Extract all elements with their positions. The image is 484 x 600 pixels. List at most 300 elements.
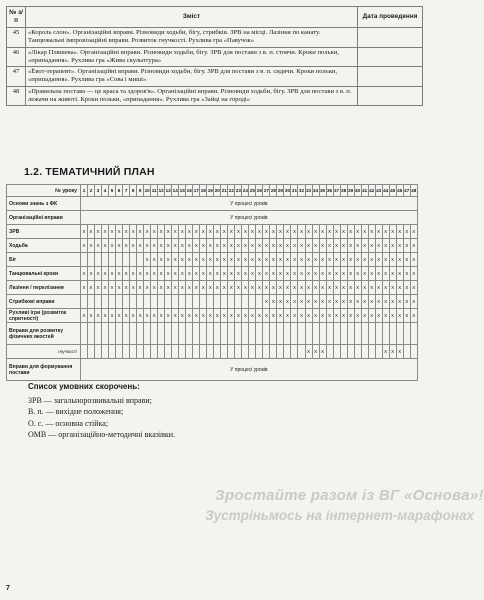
plan-cell — [270, 323, 277, 345]
plan-cell — [88, 323, 95, 345]
plan-mark: X — [312, 225, 319, 239]
plan-mark: X — [263, 239, 270, 253]
plan-mark: X — [326, 239, 333, 253]
plan-cell — [326, 345, 333, 359]
plan-cell — [95, 295, 102, 309]
plan-mark: X — [193, 267, 200, 281]
plan-mark: X — [172, 281, 179, 295]
plan-mark: X — [158, 309, 165, 323]
lesson-number-cell: 4 — [102, 185, 109, 197]
plan-cell — [375, 323, 382, 345]
lesson-number-cell: 45 — [389, 185, 396, 197]
plan-mark: X — [144, 253, 151, 267]
plan-mark: X — [305, 281, 312, 295]
lesson-number-cell: 36 — [326, 185, 333, 197]
plan-mark: X — [165, 239, 172, 253]
lesson-number-cell: 37 — [333, 185, 340, 197]
lesson-number-cell: 32 — [298, 185, 305, 197]
plan-mark: X — [298, 253, 305, 267]
plan-mark: X — [151, 309, 158, 323]
plan-mark: X — [326, 267, 333, 281]
plan-cell — [179, 295, 186, 309]
plan-cell — [256, 323, 263, 345]
abbreviations — [28, 381, 175, 441]
plan-mark: X — [277, 267, 284, 281]
plan-cell — [109, 323, 116, 345]
plan-mark: X — [298, 239, 305, 253]
plan-mark: X — [340, 281, 347, 295]
plan-row — [7, 359, 418, 381]
plan-mark: X — [263, 267, 270, 281]
plan-mark: X — [354, 225, 361, 239]
plan-mark: X — [382, 253, 389, 267]
plan-mark: X — [81, 239, 88, 253]
plan-mark: X — [389, 281, 396, 295]
plan-mark: X — [207, 309, 214, 323]
plan-mark: X — [284, 253, 291, 267]
plan-span-cell: У процесі уроків — [81, 211, 418, 225]
plan-mark: X — [291, 253, 298, 267]
plan-mark: X — [109, 267, 116, 281]
plan-cell — [277, 323, 284, 345]
plan-mark: X — [354, 239, 361, 253]
background-bleed-text: Зростайте разом із ВГ «Основа»! — [215, 487, 484, 504]
plan-mark: X — [410, 295, 417, 309]
plan-row-label: Біг — [7, 253, 81, 267]
plan-mark: X — [389, 345, 396, 359]
lesson-number-cell: 21 — [221, 185, 228, 197]
plan-mark: X — [284, 295, 291, 309]
plan-cell — [172, 323, 179, 345]
plan-mark: X — [186, 281, 193, 295]
plan-cell — [228, 345, 235, 359]
plan-cell — [102, 345, 109, 359]
plan-cell — [123, 253, 130, 267]
plan-mark: X — [270, 253, 277, 267]
plan-mark: X — [347, 295, 354, 309]
plan-mark: X — [116, 267, 123, 281]
plan-mark: X — [193, 309, 200, 323]
plan-mark: X — [396, 295, 403, 309]
plan-cell — [137, 323, 144, 345]
plan-mark: X — [305, 239, 312, 253]
plan-cell — [88, 345, 95, 359]
plan-mark: X — [389, 253, 396, 267]
plan-mark: X — [333, 225, 340, 239]
plan-mark: X — [410, 267, 417, 281]
lesson-number-cell: 31 — [291, 185, 298, 197]
plan-cell — [214, 345, 221, 359]
lesson-number-cell: 1 — [81, 185, 88, 197]
plan-mark: X — [123, 239, 130, 253]
plan-mark: X — [284, 267, 291, 281]
lesson-number-cell: 11 — [151, 185, 158, 197]
plan-cell — [312, 323, 319, 345]
plan-mark: X — [214, 281, 221, 295]
plan-cell — [116, 323, 123, 345]
plan-mark: X — [375, 309, 382, 323]
plan-mark: X — [340, 267, 347, 281]
plan-mark: X — [228, 267, 235, 281]
plan-mark: X — [403, 253, 410, 267]
plan-mark: X — [291, 309, 298, 323]
plan-mark: X — [221, 225, 228, 239]
plan-mark: X — [326, 225, 333, 239]
plan-mark: X — [207, 253, 214, 267]
plan-cell — [221, 345, 228, 359]
plan-cell — [361, 345, 368, 359]
plan-mark: X — [368, 309, 375, 323]
plan-mark: X — [88, 267, 95, 281]
plan-mark: X — [270, 295, 277, 309]
plan-cell — [81, 295, 88, 309]
lesson-date — [358, 67, 423, 87]
plan-mark: X — [130, 309, 137, 323]
plan-mark: X — [186, 309, 193, 323]
plan-row-label: Вправи для формування постави — [7, 359, 81, 381]
plan-cell — [151, 345, 158, 359]
plan-mark: X — [326, 281, 333, 295]
plan-cell — [109, 253, 116, 267]
plan-mark: X — [95, 281, 102, 295]
plan-mark: X — [298, 281, 305, 295]
plan-mark: X — [389, 309, 396, 323]
plan-mark: X — [214, 225, 221, 239]
plan-mark: X — [389, 239, 396, 253]
plan-mark: X — [284, 281, 291, 295]
plan-cell — [144, 323, 151, 345]
plan-mark: X — [298, 309, 305, 323]
lesson-number-cell: 39 — [347, 185, 354, 197]
plan-cell — [123, 345, 130, 359]
plan-mark: X — [144, 239, 151, 253]
plan-cell — [410, 323, 417, 345]
plan-mark: X — [102, 281, 109, 295]
table-row — [7, 47, 423, 67]
plan-mark: X — [368, 267, 375, 281]
plan-cell — [102, 323, 109, 345]
plan-mark: X — [249, 253, 256, 267]
plan-cell — [172, 295, 179, 309]
plan-mark: X — [249, 281, 256, 295]
plan-mark: X — [368, 225, 375, 239]
plan-mark: X — [396, 281, 403, 295]
plan-mark: X — [102, 225, 109, 239]
plan-mark: X — [403, 239, 410, 253]
plan-mark: X — [312, 281, 319, 295]
plan-mark: X — [158, 253, 165, 267]
plan-mark: X — [179, 267, 186, 281]
table-row — [7, 28, 423, 48]
plan-mark: X — [375, 267, 382, 281]
plan-mark: X — [340, 239, 347, 253]
plan-mark: X — [410, 309, 417, 323]
plan-mark: X — [382, 239, 389, 253]
plan-mark: X — [382, 345, 389, 359]
plan-mark: X — [382, 295, 389, 309]
abbreviations-title: Список умовних скорочень: — [28, 382, 140, 391]
plan-row-label: Стрибкові вправи — [7, 295, 81, 309]
plan-cell — [221, 323, 228, 345]
plan-mark: X — [151, 281, 158, 295]
plan-mark: X — [319, 281, 326, 295]
plan-cell — [298, 345, 305, 359]
thematic-plan — [6, 184, 417, 381]
plan-header-label: № уроку — [7, 185, 81, 197]
plan-mark: X — [235, 239, 242, 253]
plan-mark: X — [291, 267, 298, 281]
plan-mark: X — [270, 267, 277, 281]
plan-mark: X — [95, 267, 102, 281]
plan-cell — [340, 345, 347, 359]
plan-cell — [116, 295, 123, 309]
plan-cell — [88, 295, 95, 309]
plan-mark: X — [305, 309, 312, 323]
plan-mark: X — [319, 225, 326, 239]
plan-mark: X — [165, 281, 172, 295]
plan-cell — [95, 323, 102, 345]
plan-cell — [144, 345, 151, 359]
plan-mark: X — [200, 225, 207, 239]
plan-mark: X — [256, 225, 263, 239]
plan-mark: X — [144, 225, 151, 239]
plan-row-label: Лазіння / перелізання — [7, 281, 81, 295]
plan-cell — [249, 323, 256, 345]
plan-cell — [123, 295, 130, 309]
plan-mark: X — [361, 295, 368, 309]
plan-mark: X — [361, 225, 368, 239]
plan-mark: X — [249, 225, 256, 239]
plan-mark: X — [277, 225, 284, 239]
plan-mark: X — [354, 253, 361, 267]
plan-cell — [158, 345, 165, 359]
plan-mark: X — [249, 267, 256, 281]
plan-mark: X — [200, 267, 207, 281]
plan-row — [7, 253, 418, 267]
plan-cell — [158, 295, 165, 309]
plan-mark: X — [81, 309, 88, 323]
lesson-number-cell: 7 — [123, 185, 130, 197]
plan-mark: X — [151, 253, 158, 267]
plan-row — [7, 239, 418, 253]
plan-cell — [235, 345, 242, 359]
plan-mark: X — [270, 239, 277, 253]
plan-mark: X — [256, 253, 263, 267]
plan-cell — [403, 323, 410, 345]
plan-mark: X — [137, 309, 144, 323]
plan-mark: X — [403, 225, 410, 239]
lesson-number-cell: 48 — [410, 185, 417, 197]
plan-cell — [382, 323, 389, 345]
plan-mark: X — [298, 225, 305, 239]
header-date: Дата проведення — [358, 7, 423, 28]
plan-mark: X — [382, 281, 389, 295]
plan-mark: X — [361, 239, 368, 253]
lesson-number-cell: 3 — [95, 185, 102, 197]
plan-mark: X — [312, 295, 319, 309]
plan-mark: X — [144, 267, 151, 281]
plan-mark: X — [130, 281, 137, 295]
plan-row-label: Танцювальні кроки — [7, 267, 81, 281]
plan-mark: X — [347, 309, 354, 323]
lesson-number-cell: 15 — [179, 185, 186, 197]
lesson-number: 46 — [7, 47, 26, 67]
plan-cell — [368, 323, 375, 345]
plan-mark: X — [403, 309, 410, 323]
plan-row-label: гнучкості — [7, 345, 81, 359]
plan-cell — [193, 345, 200, 359]
plan-mark: X — [396, 253, 403, 267]
plan-mark: X — [186, 239, 193, 253]
plan-mark: X — [284, 239, 291, 253]
plan-mark: X — [396, 345, 403, 359]
plan-mark: X — [200, 253, 207, 267]
plan-mark: X — [291, 295, 298, 309]
plan-mark: X — [81, 281, 88, 295]
plan-mark: X — [361, 267, 368, 281]
plan-mark: X — [333, 309, 340, 323]
plan-cell — [207, 345, 214, 359]
plan-mark: X — [193, 225, 200, 239]
plan-mark: X — [396, 239, 403, 253]
plan-cell — [298, 323, 305, 345]
plan-cell — [130, 253, 137, 267]
abbreviation-item: О. с. — основна стійка; — [28, 418, 109, 428]
plan-mark: X — [319, 295, 326, 309]
plan-mark: X — [186, 225, 193, 239]
plan-mark: X — [347, 253, 354, 267]
plan-mark: X — [165, 253, 172, 267]
lesson-number-cell: 26 — [256, 185, 263, 197]
plan-mark: X — [186, 253, 193, 267]
plan-mark: X — [305, 295, 312, 309]
plan-row — [7, 345, 418, 359]
plan-cell — [228, 295, 235, 309]
plan-mark: X — [284, 225, 291, 239]
plan-cell — [193, 323, 200, 345]
plan-cell — [151, 295, 158, 309]
plan-mark: X — [410, 253, 417, 267]
plan-mark: X — [179, 253, 186, 267]
lesson-number-cell: 2 — [88, 185, 95, 197]
plan-mark: X — [81, 225, 88, 239]
plan-row — [7, 323, 418, 345]
header-number: № з/п — [7, 7, 26, 28]
plan-cell — [214, 323, 221, 345]
plan-cell — [109, 295, 116, 309]
lesson-number-cell: 30 — [284, 185, 291, 197]
lesson-date — [358, 47, 423, 67]
plan-mark: X — [221, 309, 228, 323]
plan-mark: X — [228, 239, 235, 253]
plan-mark: X — [179, 309, 186, 323]
plan-row-label: Організаційні вправи — [7, 211, 81, 225]
plan-mark: X — [277, 295, 284, 309]
plan-cell — [368, 345, 375, 359]
plan-mark: X — [186, 267, 193, 281]
plan-mark: X — [319, 267, 326, 281]
plan-cell — [305, 323, 312, 345]
plan-cell — [123, 323, 130, 345]
plan-cell — [284, 345, 291, 359]
plan-mark: X — [410, 225, 417, 239]
plan-mark: X — [235, 281, 242, 295]
plan-mark: X — [291, 281, 298, 295]
plan-mark: X — [95, 239, 102, 253]
plan-mark: X — [137, 225, 144, 239]
plan-row — [7, 281, 418, 295]
plan-mark: X — [277, 239, 284, 253]
plan-mark: X — [123, 225, 130, 239]
plan-mark: X — [333, 253, 340, 267]
plan-mark: X — [256, 239, 263, 253]
plan-mark: X — [270, 309, 277, 323]
plan-mark: X — [347, 267, 354, 281]
plan-mark: X — [312, 239, 319, 253]
plan-cell — [403, 345, 410, 359]
plan-mark: X — [347, 239, 354, 253]
plan-mark: X — [214, 309, 221, 323]
plan-mark: X — [207, 281, 214, 295]
lesson-number-cell: 47 — [403, 185, 410, 197]
plan-mark: X — [179, 281, 186, 295]
plan-cell — [109, 345, 116, 359]
plan-mark: X — [389, 225, 396, 239]
plan-mark: X — [214, 253, 221, 267]
plan-cell — [200, 323, 207, 345]
plan-mark: X — [319, 309, 326, 323]
plan-mark: X — [95, 309, 102, 323]
plan-cell — [137, 295, 144, 309]
plan-mark: X — [284, 309, 291, 323]
plan-cell — [116, 345, 123, 359]
plan-mark: X — [193, 253, 200, 267]
plan-mark: X — [340, 295, 347, 309]
plan-mark: X — [158, 225, 165, 239]
plan-mark: X — [81, 267, 88, 281]
plan-cell — [130, 323, 137, 345]
plan-mark: X — [312, 345, 319, 359]
plan-mark: X — [305, 345, 312, 359]
plan-mark: X — [95, 225, 102, 239]
plan-mark: X — [235, 253, 242, 267]
plan-mark: X — [354, 281, 361, 295]
plan-cell — [102, 253, 109, 267]
plan-mark: X — [172, 225, 179, 239]
lesson-date — [358, 86, 423, 106]
lesson-number-cell: 28 — [270, 185, 277, 197]
lesson-number-cell: 38 — [340, 185, 347, 197]
plan-mark: X — [305, 253, 312, 267]
plan-cell — [249, 295, 256, 309]
plan-mark: X — [396, 309, 403, 323]
plan-mark: X — [228, 253, 235, 267]
lesson-number-cell: 6 — [116, 185, 123, 197]
plan-mark: X — [193, 239, 200, 253]
plan-mark: X — [368, 253, 375, 267]
plan-cell — [263, 323, 270, 345]
lesson-number: 47 — [7, 67, 26, 87]
plan-cell — [235, 323, 242, 345]
plan-mark: X — [242, 267, 249, 281]
plan-mark: X — [102, 267, 109, 281]
plan-row — [7, 211, 418, 225]
plan-mark: X — [123, 267, 130, 281]
plan-mark: X — [263, 309, 270, 323]
plan-cell — [137, 253, 144, 267]
plan-mark: X — [88, 239, 95, 253]
plan-mark: X — [130, 239, 137, 253]
